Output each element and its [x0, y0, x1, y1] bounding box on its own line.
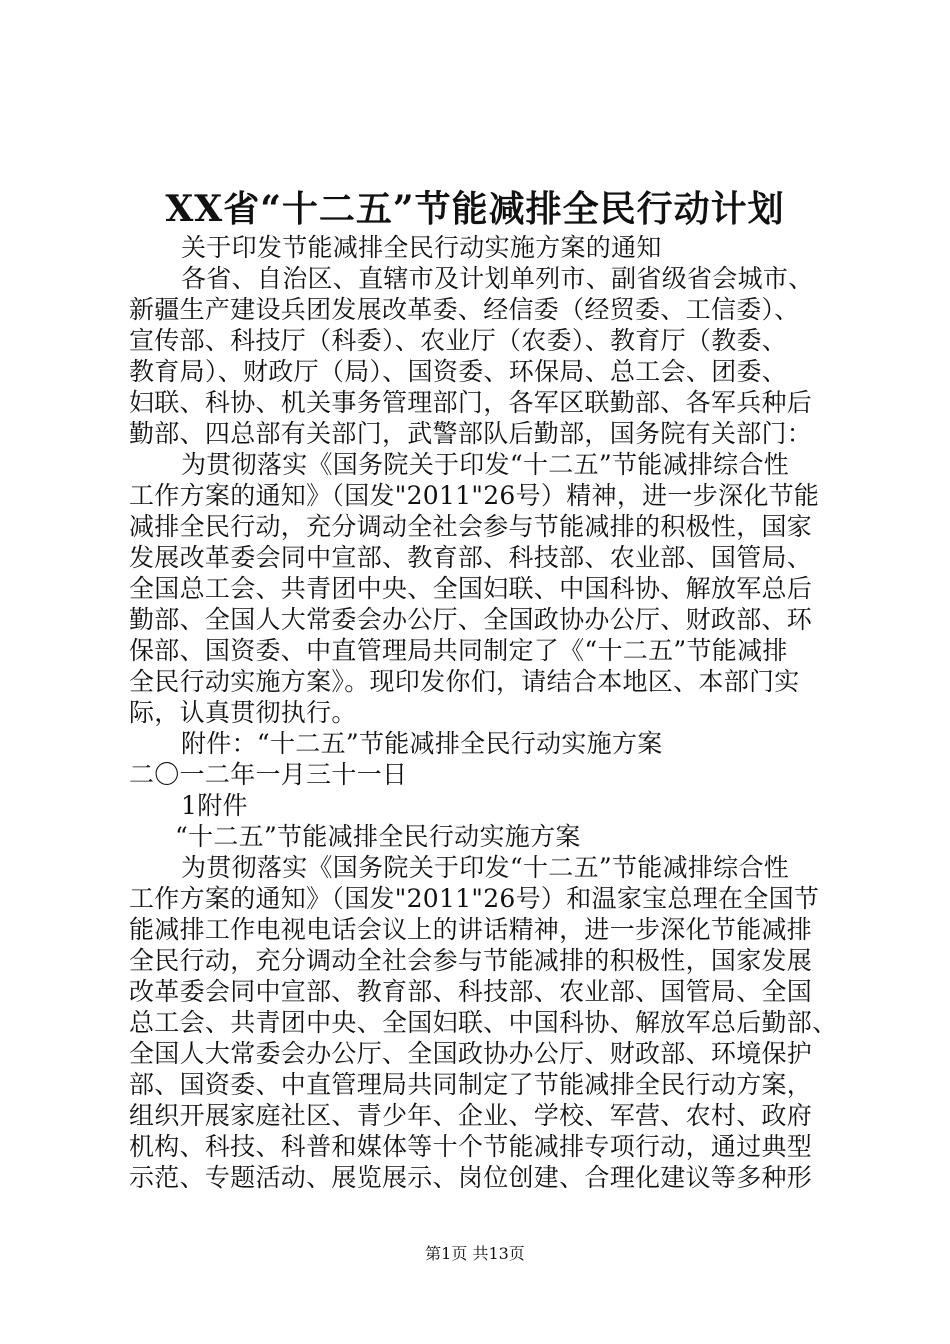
page-number-footer: 第1页 共13页: [425, 1244, 525, 1263]
body-line: 总工会、共青团中央、全国妇联、中国科协、解放军总后勤部、: [129, 1008, 838, 1037]
body-line: 保部、国资委、中直管理局共同制定了《“十二五”节能减排: [129, 636, 788, 665]
body-line: 部、国资委、中直管理局共同制定了节能减排全民行动方案，: [129, 1070, 813, 1099]
body-line: 二〇一二年一月三十一日: [129, 760, 408, 789]
body-line: 工作方案的通知》（国发"2011"26号）和温家宝总理在全国节: [129, 884, 820, 913]
body-line: 发展改革委会同中宣部、教育部、科技部、农业部、国管局、: [129, 543, 813, 572]
document-body: [129, 232, 841, 1193]
body-line: 际，认真贯彻执行。: [129, 698, 357, 727]
body-line: 组织开展家庭社区、青少年、企业、学校、军营、农村、政府: [129, 1101, 813, 1130]
body-line: 能减排工作电视电话会议上的讲话精神，进一步深化节能减排: [129, 915, 813, 944]
body-line: 1附件: [181, 791, 248, 820]
body-line: 教育局）、财政厅（局）、国资委、环保局、总工会、团委、: [129, 357, 788, 386]
body-line: 勤部、四总部有关部门，武警部队后勤部，国务院有关部门：: [129, 419, 813, 448]
body-line: 新疆生产建设兵团发展改革委、经信委（经贸委、工信委）、: [129, 295, 800, 324]
body-line: 为贯彻落实《国务院关于印发“十二五”节能减排综合性: [181, 853, 790, 882]
document-title: XX省“十二五”节能减排全民行动计划: [165, 188, 785, 230]
body-line: 为贯彻落实《国务院关于印发“十二五”节能减排综合性: [181, 450, 790, 479]
body-line: 妇联、科协、机关事务管理部门，各军区联勤部、各军兵种后: [129, 388, 813, 417]
body-line: “十二五”节能减排全民行动实施方案: [175, 822, 581, 851]
body-line: 勤部、全国人大常委会办公厅、全国政协办公厅、财政部、环: [129, 605, 813, 634]
body-line: 全国总工会、共青团中央、全国妇联、中国科协、解放军总后: [129, 574, 813, 603]
body-line: 全民行动实施方案》。现印发你们，请结合本地区、本部门实: [129, 667, 800, 696]
body-line: 全民行动，充分调动全社会参与节能减排的积极性，国家发展: [129, 946, 813, 975]
body-line: 减排全民行动，充分调动全社会参与节能减排的积极性，国家: [129, 512, 813, 541]
body-line: 宣传部、科技厅（科委）、农业厅（农委）、教育厅（教委、: [129, 326, 788, 355]
body-line: 附件：“十二五”节能减排全民行动实施方案: [181, 729, 663, 758]
body-line: 机构、科技、科普和媒体等十个节能减排专项行动，通过典型: [129, 1132, 813, 1161]
body-line: 全国人大常委会办公厅、全国政协办公厅、财政部、环境保护: [129, 1039, 813, 1068]
body-line: 示范、专题活动、展览展示、岗位创建、合理化建议等多种形: [129, 1163, 813, 1192]
body-line: 改革委会同中宣部、教育部、科技部、农业部、国管局、全国: [129, 977, 813, 1006]
body-line: 关于印发节能减排全民行动实施方案的通知: [181, 233, 662, 262]
body-line: 工作方案的通知》（国发"2011"26号）精神，进一步深化节能: [129, 481, 820, 510]
body-line: 各省、自治区、直辖市及计划单列市、副省级省会城市、: [181, 264, 814, 293]
